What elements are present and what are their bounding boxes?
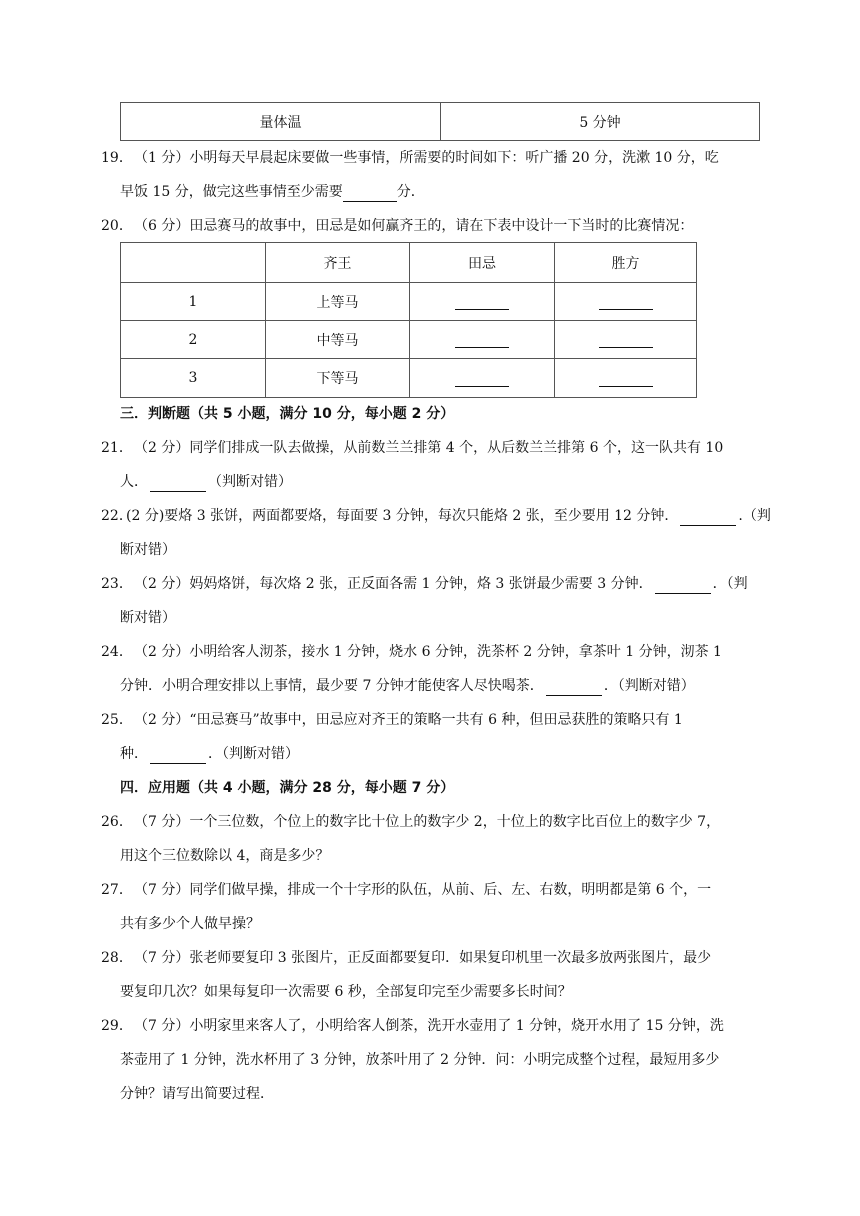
question-text: （7 分）同学们做早操，排成一个十字形的队伍，从前、后、左、右数，明明都是第 6 个，一 xyxy=(134,882,712,898)
tianji-blank-cell[interactable] xyxy=(410,283,555,321)
question-text: 断对错） xyxy=(120,610,176,626)
question-number: 20． xyxy=(101,218,133,234)
tianji-blank-cell[interactable] xyxy=(410,359,555,398)
answer-blank[interactable] xyxy=(150,749,206,764)
table-row xyxy=(121,321,697,359)
question-text: 要复印几次？如果每复印一次需要 6 秒，全部复印完至少需要多长时间？ xyxy=(120,984,572,1000)
question-text: 茶壶用了 1 分钟，洗水杯用了 3 分钟，放茶叶用了 2 分钟．问：小明完成整个过程，最短用多少 xyxy=(120,1052,720,1068)
row-index: 1 xyxy=(121,283,266,321)
question-text: （2 分）妈妈烙饼，每次烙 2 张，正反面各需 1 分钟，烙 3 张饼最少需要 3 分钟． ．（判 xyxy=(134,576,748,592)
horse-race-table xyxy=(120,242,697,398)
question-text: 断对错） xyxy=(120,542,176,558)
answer-blank[interactable] xyxy=(343,185,397,202)
answer-blank[interactable] xyxy=(455,331,509,348)
question-text: （1 分）小明每天早晨起床要做一些事情，所需要的时间如下：听广播 20 分，洗漱 10 分，吃 xyxy=(134,150,719,166)
question-text: 共有多少个人做早操？ xyxy=(120,916,260,932)
section-heading: 四．应用题（共 4 小题，满分 28 分，每小题 7 分） xyxy=(120,780,455,796)
section-heading: 三．判断题（共 5 小题，满分 10 分，每小题 2 分） xyxy=(120,406,455,422)
question-number: 25． xyxy=(101,712,133,728)
qi-horse: 中等马 xyxy=(266,321,410,359)
question-text: （6 分）田忌赛马的故事中，田忌是如何赢齐王的，请在下表中设计一下当时的比赛情况： xyxy=(134,218,694,234)
question-number: 24． xyxy=(101,644,133,660)
winner-blank-cell[interactable] xyxy=(555,283,697,321)
question-text: （2 分）小明给客人沏茶，接水 1 分钟，烧水 6 分钟，洗茶杯 2 分钟，拿茶叶 1 分钟，沏茶 1 xyxy=(134,644,722,660)
table-header xyxy=(121,243,266,283)
question-number: 26． xyxy=(101,814,133,830)
qi-horse: 上等马 xyxy=(266,283,410,321)
table-header: 田忌 xyxy=(410,243,555,283)
question-text: 分钟．小明合理安排以上事情，最少要 7 分钟才能使客人尽快喝茶． ．（判断对错） xyxy=(120,678,695,694)
question-text: 人． （判断对错） xyxy=(120,474,292,490)
question-number: 29． xyxy=(101,1018,133,1034)
winner-blank-cell[interactable] xyxy=(555,321,697,359)
question-number: 23． xyxy=(101,576,133,592)
table-row xyxy=(121,283,697,321)
question-number: 22． xyxy=(101,508,133,524)
table-cell: 量体温 xyxy=(121,103,441,141)
table-header: 齐王 xyxy=(266,243,410,283)
answer-blank[interactable] xyxy=(455,370,509,387)
question-number: 27． xyxy=(101,882,133,898)
question-text: （7 分）张老师要复印 3 张图片，正反面都要复印．如果复印机里一次最多放两张图片，最少 xyxy=(134,950,712,966)
question-text: 早饭 15 分，做完这些事情至少需要 分． xyxy=(120,184,425,200)
question-text: （2 分）同学们排成一队去做操，从前数兰兰排第 4 个，从后数兰兰排第 6 个，这一队共有 10 xyxy=(134,440,724,456)
question-text: 分钟？请写出简要过程． xyxy=(120,1086,274,1102)
table-cell: 5 分钟 xyxy=(441,103,760,141)
answer-blank[interactable] xyxy=(546,681,602,696)
question-text: （2 分）“田忌赛马”故事中，田忌应对齐王的策略一共有 6 种，但田忌获胜的策略只有 1 xyxy=(134,712,683,728)
question-number: 28． xyxy=(101,950,133,966)
question-text: 用这个三位数除以 4，商是多少？ xyxy=(120,848,330,864)
question-text: （7 分）一个三位数，个位上的数字比十位上的数字少 2，十位上的数字比百位上的数字少 7， xyxy=(134,814,721,830)
answer-blank[interactable] xyxy=(150,477,206,492)
answer-blank[interactable] xyxy=(455,293,509,310)
question-text: （7 分）小明家里来客人了，小明给客人倒茶，洗开水壶用了 1 分钟，烧开水用了 15 分钟，洗 xyxy=(134,1018,724,1034)
row-index: 2 xyxy=(121,321,266,359)
time-table xyxy=(120,102,760,141)
answer-blank[interactable] xyxy=(680,511,736,526)
tianji-blank-cell[interactable] xyxy=(410,321,555,359)
question-number: 21． xyxy=(101,440,133,456)
question-number: 19． xyxy=(101,150,133,166)
question-text: 种． ．（判断对错） xyxy=(120,746,299,762)
answer-blank[interactable] xyxy=(599,331,653,348)
question-text: (2 分)要烙 3 张饼，两面都要烙，每面要 3 分钟，每次只能烙 2 张，至少要用 12 分钟． .（判 xyxy=(126,508,771,524)
qi-horse: 下等马 xyxy=(266,359,410,398)
answer-blank[interactable] xyxy=(655,579,711,594)
winner-blank-cell[interactable] xyxy=(555,359,697,398)
answer-blank[interactable] xyxy=(599,293,653,310)
row-index: 3 xyxy=(121,359,266,398)
table-header: 胜方 xyxy=(555,243,697,283)
table-row xyxy=(121,359,697,398)
answer-blank[interactable] xyxy=(599,370,653,387)
